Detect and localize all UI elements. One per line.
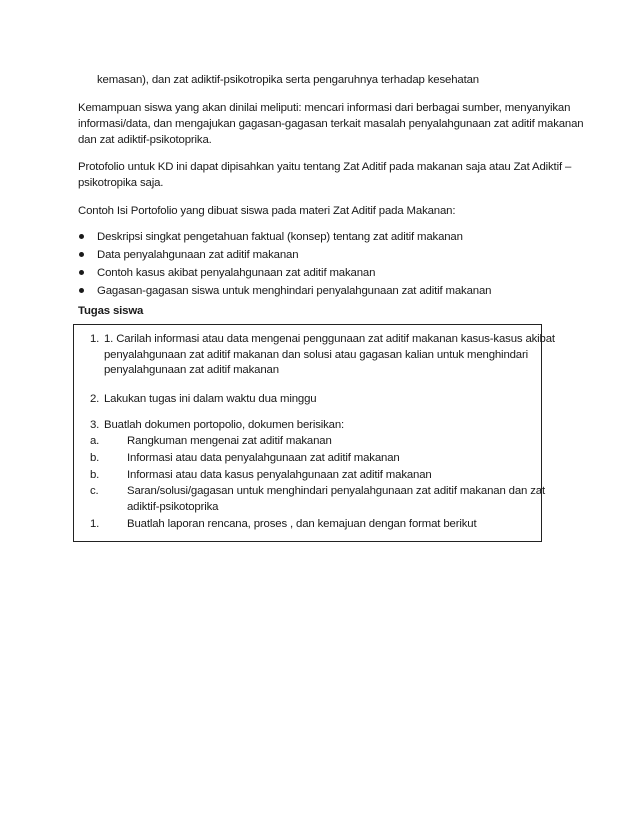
paragraph-kemampuan [78, 100, 584, 148]
sub-item [90, 517, 530, 533]
task-number: 2. [90, 393, 100, 405]
list-item-text: Gagasan-gagasan siswa untuk menghindari penyalahgunaan zat aditif makanan [97, 285, 492, 297]
paragraph-line: psikotropika saja. [78, 177, 164, 189]
sub-item-text: adiktif-psikotoprika [127, 500, 219, 513]
paragraph-line: informasi/data, dan mengajukan gagasan-gagasan terkait masalah penyalahgunaan zat aditif makanan [78, 118, 584, 130]
task-line: penyalahgunaan zat aditif makanan dan solusi atau gagasan kalian untuk menghindari [104, 348, 529, 361]
list-item-text: Data penyalahgunaan zat aditif makanan [97, 249, 299, 261]
task-line: 1. Carilah informasi atau data mengenai penggunaan zat aditif makanan kasus-kasus akibat [104, 333, 555, 345]
bullet-icon [79, 270, 84, 275]
task-number: 3. [90, 419, 100, 431]
task-item [90, 332, 555, 379]
bullet-icon [79, 234, 84, 239]
sub-item [90, 451, 530, 467]
sub-item-marker: 1. [90, 518, 100, 530]
sub-item-text: Rangkuman mengenai zat aditif makanan [127, 435, 332, 447]
sub-item [90, 468, 530, 484]
task-line: penyalahgunaan zat aditif makanan [104, 364, 279, 376]
sub-item-text: Buatlah laporan rencana, proses , dan kemajuan dengan format berikut [127, 518, 477, 530]
task-number: 1. [90, 333, 100, 345]
sub-item-text: Informasi atau data penyalahgunaan zat aditif makanan [127, 452, 400, 464]
continued-line: kemasan), dan zat adiktif-psikotropika serta pengaruhnya terhadap kesehatan [97, 74, 479, 86]
sub-item-marker: b. [90, 469, 100, 481]
paragraph-line: Kemampuan siswa yang akan dinilai meliputi: mencari informasi dari berbagai sumber, menyanyikan [78, 102, 571, 114]
sub-item [90, 484, 545, 515]
sub-item-text: Saran/solusi/gagasan untuk menghindari penyalahgunaan zat aditif makanan dan zat [127, 485, 545, 497]
list-item [78, 282, 491, 300]
list-item [78, 246, 491, 264]
bullet-icon [79, 252, 84, 257]
sub-item-marker: c. [90, 485, 99, 497]
paragraph-portofolio [78, 159, 572, 191]
section-heading-tugas: Tugas siswa [78, 305, 144, 317]
list-item-text: Contoh kasus akibat penyalahgunaan zat aditif makanan [97, 267, 376, 279]
task-line: Lakukan tugas ini dalam waktu dua minggu [104, 393, 317, 405]
paragraph-line: dan zat adiktif-psikotoprika. [78, 134, 212, 146]
list-item [78, 264, 491, 282]
list-item [78, 228, 491, 246]
bullet-list [78, 228, 491, 300]
task-line: Buatlah dokumen portopolio, dokumen berisikan: [104, 419, 345, 431]
sub-item-text: Informasi atau data kasus penyalahgunaan zat aditif makanan [127, 469, 432, 481]
paragraph-contoh: Contoh Isi Portofolio yang dibuat siswa pada materi Zat Aditif pada Makanan: [78, 205, 456, 217]
task-item [90, 418, 538, 434]
sub-item-marker: b. [90, 452, 100, 464]
paragraph-line: Protofolio untuk KD ini dapat dipisahkan yaitu tentang Zat Aditif pada makanan saja atau Zat Adiktif – [78, 161, 572, 173]
task-box [73, 324, 555, 542]
bullet-icon [79, 288, 84, 293]
sub-item-marker: a. [90, 435, 100, 447]
sub-item [90, 434, 530, 450]
task-item [90, 392, 538, 408]
list-item-text: Deskripsi singkat pengetahuan faktual (konsep) tentang zat aditif makanan [97, 231, 463, 243]
